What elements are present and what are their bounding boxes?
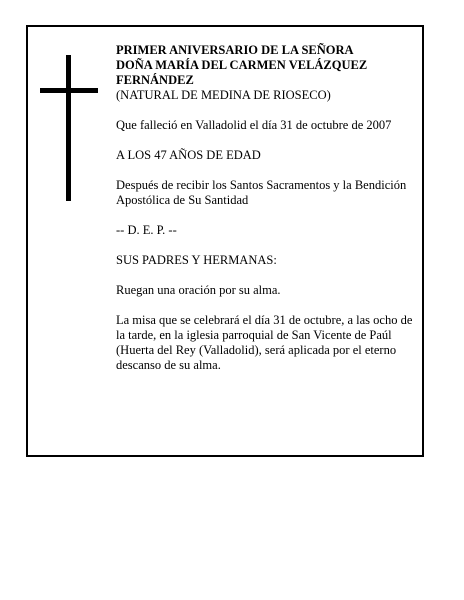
notice-content [116,43,416,388]
origin-line: (NATURAL DE MEDINA DE RIOSECO) [116,88,331,102]
heading-line-3: FERNÁNDEZ [116,73,194,87]
notice-heading [116,43,416,103]
age-statement: A LOS 47 AÑOS DE EDAD [116,148,261,162]
mass-info: La misa que se celebrará el día 31 de octubre, a las ocho de la tarde, en la iglesia parroquial de San Vicente de Paúl (Huerta del Rey (Valladolid), será aplicada por el eterno descanso de su alma. [116,313,413,372]
cross-horizontal-bar [40,88,98,93]
death-statement: Que falleció en Valladolid el día 31 de octubre de 2007 [116,118,392,132]
cross-vertical-bar [66,55,71,201]
rip-line: -- D. E. P. -- [116,223,177,237]
heading-line-2: DOÑA MARÍA DEL CARMEN VELÁZQUEZ [116,58,368,72]
family-line: SUS PADRES Y HERMANAS: [116,253,277,267]
cross-icon [40,55,98,201]
heading-line-1: PRIMER ANIVERSARIO DE LA SEÑORA [116,43,354,57]
prayer-request: Ruegan una oración por su alma. [116,283,281,297]
obituary-notice [26,25,424,457]
sacraments-statement: Después de recibir los Santos Sacramentos y la Bendición Apostólica de Su Santidad [116,178,407,207]
